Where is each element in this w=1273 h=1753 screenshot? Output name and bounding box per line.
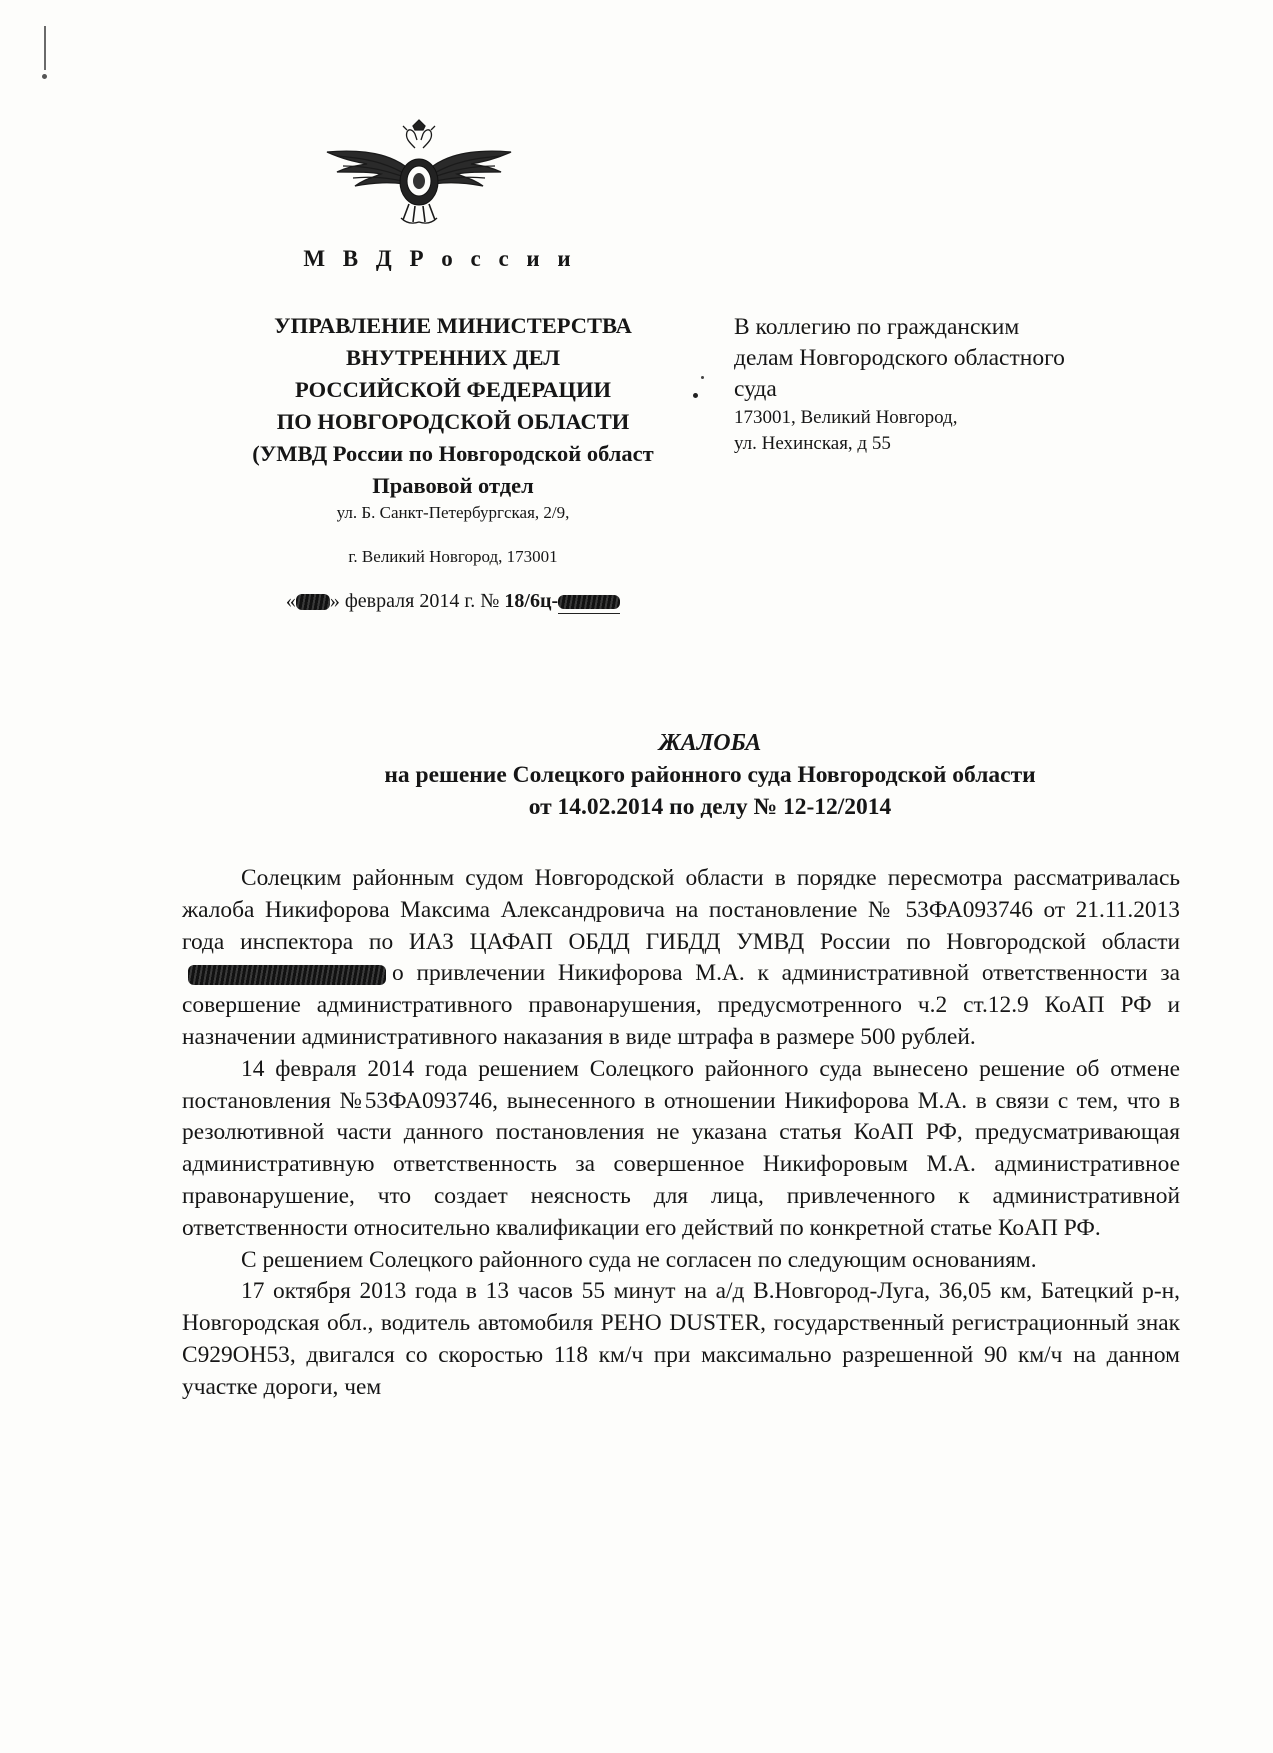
addressee-line: делам Новгородского областного <box>734 345 1065 371</box>
addressee-block <box>734 312 1154 457</box>
redacted-day <box>296 594 330 610</box>
title-subject: от 14.02.2014 по делу № 12-12/2014 <box>528 794 892 820</box>
ministry-short-name: М В Д Р о с с и и <box>303 246 577 271</box>
document-body <box>182 863 1180 1404</box>
outgoing-date-number: « » февраля 2014 г. № 18/6ц- <box>230 590 676 614</box>
scan-edge-mark <box>44 26 46 70</box>
sender-city: г. Великий Новгород, 173001 <box>348 547 558 566</box>
sender-line: РОССИЙСКОЙ ФЕДЕРАЦИИ <box>295 377 611 402</box>
addressee-line: В коллегию по гражданским <box>734 314 1020 340</box>
department-name: Правовой отдел <box>372 473 534 498</box>
title-subject: на решение Солецкого районного суда Новгородской области <box>384 762 1036 788</box>
addressee-line: суда <box>734 376 777 402</box>
paragraph: Солецким районным судом Новгородской области в порядке пересмотра рассматривалась жалоба Никифорова Максима Александровича на постановление № 53ФА093746 от 21.11.2013 года инспектора по ИАЗ ЦАФАП ОБДД ГИБДД УМВД России по Новгородской областио привлечении Никифорова М.А. к административной ответственности за совершение административного правонарушения, предусмотренного ч.2 ст.12.9 КоАП РФ и назначении административного наказания в виде штрафа в размере 500 рублей. <box>182 865 1180 1050</box>
document-title <box>230 727 1190 823</box>
sender-block <box>230 310 676 614</box>
paragraph: 17 октября 2013 года в 13 часов 55 минут на а/д В.Новгород-Луга, 36,05 км, Батецкий р-н, Новгородская обл., водитель автомобиля РЕНО DUSTER, государственный регистрационный знак С929ОН53, двигался со скоростью 118 км/ч при максимально разрешенной 90 км/ч на данном участке дороги, чем <box>182 1278 1180 1400</box>
sender-line: ВНУТРЕННИХ ДЕЛ <box>345 345 561 370</box>
addressee-address: 173001, Великий Новгород, <box>734 407 958 428</box>
sender-line: ПО НОВГОРОДСКОЙ ОБЛАСТИ <box>276 409 630 434</box>
scan-dot <box>42 74 47 79</box>
scan-dot <box>701 376 704 379</box>
sender-street: ул. Б. Санкт-Петербургская, 2/9, <box>336 503 570 522</box>
redacted-number <box>558 595 620 609</box>
scan-dot <box>693 393 698 398</box>
paragraph: 14 февраля 2014 года решением Солецкого районного суда вынесено решение об отмене постановления №53ФА093746, вынесенного в отношении Никифорова М.А. в связи с тем, что в резолютивной части данного постановления не указана статья КоАП РФ, предусматривающая административную ответственность за совершенное Никифоровым М.А. административное правонарушение, что создает неясность для лица, привлеченного к административной ответственности относительно квалификации его действий по конкретной статье КоАП РФ. <box>182 1055 1180 1241</box>
addressee-address: ул. Нехинская, д 55 <box>734 433 891 454</box>
title-word: ЖАЛОБА <box>658 730 762 756</box>
double-headed-eagle-icon <box>323 118 515 226</box>
redacted-name <box>188 965 386 985</box>
sender-line: (УМВД России по Новгородской област <box>252 441 654 466</box>
sender-line: УПРАВЛЕНИЕ МИНИСТЕРСТВА <box>274 313 632 338</box>
paragraph: С решением Солецкого районного суда не согласен по следующим основаниям. <box>241 1246 1037 1273</box>
